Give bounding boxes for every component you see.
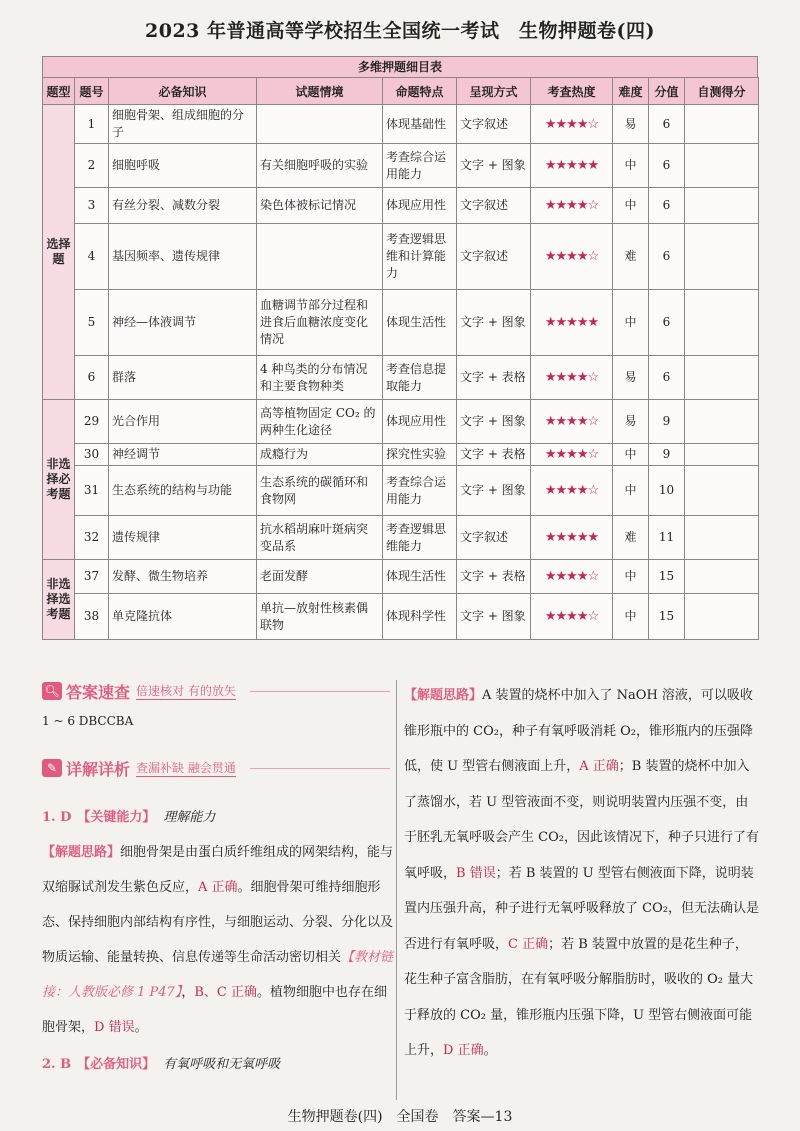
cell-context bbox=[257, 105, 383, 144]
cell-knowledge: 神经调节 bbox=[109, 444, 257, 466]
q1-head bbox=[42, 800, 394, 835]
quick-answers-subtitle: 倍速核对 有的放矢 bbox=[136, 684, 236, 698]
q1-text: 。细胞骨架可维持细胞形态、保持细胞内部结构有序性，与细胞运动、分裂、分化以及物质运输、能量转换、信息传递等生命活动密切相关 bbox=[42, 880, 394, 965]
table-header-row bbox=[43, 78, 759, 105]
cell-knowledge: 细胞骨架、组成细胞的分子 bbox=[109, 105, 257, 144]
q2-text: ；若 B 装置中放置的是花生种子，花生种子富含脂肪，在有氧呼吸分解脂肪时，吸收的 O₂ 量大于释放的 CO₂ 量，锥形瓶内压强下降，U 型管右侧液面可能上升， bbox=[404, 936, 754, 1058]
q2-text: ；若 B 装置的 U 型管右侧液面下降，说明装置内压强升高，种子进行无氧呼吸释放了 CO₂，但无法确认是否进行有氧呼吸， bbox=[404, 865, 759, 952]
q2-a-verdict: A 正确 bbox=[579, 759, 619, 774]
cell-heat: ★★★★☆ bbox=[531, 224, 613, 290]
answer-list: 1 ~ 6 DBCCBA bbox=[42, 714, 134, 728]
cell-self[interactable] bbox=[685, 516, 759, 560]
cell-heat: ★★★★☆ bbox=[531, 356, 613, 400]
divider bbox=[250, 691, 390, 692]
q1-tag-text: 理解能力 bbox=[163, 810, 216, 825]
cell-score: 9 bbox=[649, 400, 685, 444]
cell-heat: ★★★★☆ bbox=[531, 105, 613, 144]
pencil-note-icon: ✎ bbox=[42, 759, 62, 777]
cell-no: 2 bbox=[75, 144, 109, 188]
q2-text: A 装置的烧杯中加入了 NaOH 溶液，可以吸收锥形瓶中的 CO₂，种子有氧呼吸消耗 O₂，锥形瓶内的压强降低，使 U 型管右侧液面上升， bbox=[404, 688, 753, 774]
cell-difficulty: 中 bbox=[613, 188, 649, 224]
cell-context: 有关细胞呼吸的实验 bbox=[257, 144, 383, 188]
cell-form: 文字 + 图象 bbox=[457, 400, 531, 444]
cell-form: 文字叙述 bbox=[457, 105, 531, 144]
cell-difficulty: 中 bbox=[613, 444, 649, 466]
cell-no: 37 bbox=[75, 560, 109, 594]
cell-self[interactable] bbox=[685, 466, 759, 516]
cell-score: 10 bbox=[649, 466, 685, 516]
cell-feature: 考查信息提取能力 bbox=[383, 356, 457, 400]
cell-feature: 体现基础性 bbox=[383, 105, 457, 144]
cell-form: 文字 + 图象 bbox=[457, 466, 531, 516]
table-row bbox=[43, 188, 759, 224]
cell-heat: ★★★★☆ bbox=[531, 560, 613, 594]
magnifier-icon: 🔍︎ bbox=[42, 682, 62, 700]
question-type-cell: 选择题 bbox=[43, 105, 75, 400]
q2-tag-text: 有氧呼吸和无氧呼吸 bbox=[163, 1057, 281, 1072]
quick-answers-title: 答案速查 bbox=[66, 682, 131, 702]
cell-score: 6 bbox=[649, 188, 685, 224]
cell-heat: ★★★★☆ bbox=[531, 466, 613, 516]
detail-table bbox=[42, 56, 758, 640]
cell-form: 文字 + 图象 bbox=[457, 290, 531, 356]
question-type-cell: 非选择必考题 bbox=[43, 400, 75, 560]
q2-head bbox=[42, 1047, 394, 1082]
q1-tag: 【关键能力】 bbox=[77, 810, 156, 825]
cell-form: 文字 + 表格 bbox=[457, 444, 531, 466]
cell-no: 38 bbox=[75, 594, 109, 640]
cell-self[interactable] bbox=[685, 105, 759, 144]
explain-title: 详解详析 bbox=[66, 759, 131, 779]
cell-knowledge: 单克隆抗体 bbox=[109, 594, 257, 640]
cell-context: 单抗—放射性核素偶联物 bbox=[257, 594, 383, 640]
cell-score: 15 bbox=[649, 560, 685, 594]
cell-context: 4 种鸟类的分布情况和主要食物种类 bbox=[257, 356, 383, 400]
q1-a-verdict: A 正确 bbox=[198, 880, 238, 895]
cell-knowledge: 基因频率、遗传规律 bbox=[109, 224, 257, 290]
cell-no: 31 bbox=[75, 466, 109, 516]
column-header: 自测得分 bbox=[685, 78, 759, 105]
cell-context: 抗水稻胡麻叶斑病突变品系 bbox=[257, 516, 383, 560]
q1-d-verdict: D 错误 bbox=[94, 1020, 135, 1035]
q2-b-verdict: B 错误 bbox=[456, 865, 496, 881]
cell-difficulty: 中 bbox=[613, 466, 649, 516]
table-row bbox=[43, 400, 759, 444]
cell-feature: 考查逻辑思维和计算能力 bbox=[383, 224, 457, 290]
cell-no: 4 bbox=[75, 224, 109, 290]
cell-form: 文字 + 图象 bbox=[457, 594, 531, 640]
cell-feature: 体现生活性 bbox=[383, 560, 457, 594]
column-header: 命题特点 bbox=[383, 78, 457, 105]
column-header: 必备知识 bbox=[109, 78, 257, 105]
cell-no: 32 bbox=[75, 516, 109, 560]
cell-score: 6 bbox=[649, 356, 685, 400]
cell-difficulty: 中 bbox=[613, 594, 649, 640]
table-row bbox=[43, 105, 759, 144]
explain-subtitle: 查漏补缺 融会贯通 bbox=[136, 761, 236, 775]
table-caption: 多维押题细目表 bbox=[42, 56, 758, 77]
table-row bbox=[43, 444, 759, 466]
q2-c-verdict: C 正确 bbox=[508, 936, 549, 952]
cell-knowledge: 神经—体液调节 bbox=[109, 290, 257, 356]
q2-idea-tag: 【解题思路】 bbox=[404, 688, 483, 703]
quick-answers-header bbox=[42, 680, 236, 702]
cell-self[interactable] bbox=[685, 188, 759, 224]
q2-number: 2. B bbox=[42, 1057, 72, 1072]
table-row bbox=[43, 290, 759, 356]
table-row bbox=[43, 144, 759, 188]
cell-heat: ★★★★☆ bbox=[531, 594, 613, 640]
cell-context bbox=[257, 224, 383, 290]
q1-text: 。 bbox=[134, 1020, 148, 1035]
cell-score: 6 bbox=[649, 105, 685, 144]
cell-form: 文字叙述 bbox=[457, 188, 531, 224]
cell-heat: ★★★★★ bbox=[531, 290, 613, 356]
q2-text: ；B 装置的烧杯中加入了蒸馏水，若 U 型管液面不变，则说明装置内压强不变，由于胚乳无氧呼吸会产生 CO₂，因此该情况下，种子只进行了有氧呼吸， bbox=[404, 759, 759, 881]
table-row bbox=[43, 356, 759, 400]
cell-self[interactable] bbox=[685, 400, 759, 444]
cell-heat: ★★★★★ bbox=[531, 516, 613, 560]
cell-feature: 体现应用性 bbox=[383, 400, 457, 444]
cell-knowledge: 细胞呼吸 bbox=[109, 144, 257, 188]
cell-heat: ★★★★☆ bbox=[531, 444, 613, 466]
q1-explanation bbox=[42, 800, 394, 1082]
cell-context: 生态系统的碳循环和食物网 bbox=[257, 466, 383, 516]
cell-score: 6 bbox=[649, 224, 685, 290]
column-header: 题型 bbox=[43, 78, 75, 105]
q1-text: 。植物细胞中也存在细胞骨架， bbox=[42, 985, 387, 1035]
cell-knowledge: 群落 bbox=[109, 356, 257, 400]
cell-self[interactable] bbox=[685, 594, 759, 640]
question-type-cell: 非选择选考题 bbox=[43, 560, 75, 640]
cell-score: 6 bbox=[649, 290, 685, 356]
page-footer: 生物押题卷(四) 全国卷 答案—13 bbox=[287, 1109, 513, 1125]
q2-explanation bbox=[404, 678, 760, 1069]
cell-no: 1 bbox=[75, 105, 109, 144]
q1-number: 1. D bbox=[42, 810, 72, 825]
cell-difficulty: 易 bbox=[613, 105, 649, 144]
cell-form: 文字 + 表格 bbox=[457, 356, 531, 400]
table bbox=[42, 77, 759, 640]
q2-d-verdict: D 正确 bbox=[443, 1043, 484, 1058]
column-header: 题号 bbox=[75, 78, 109, 105]
cell-score: 9 bbox=[649, 444, 685, 466]
q2-text: 。 bbox=[483, 1043, 497, 1058]
cell-no: 3 bbox=[75, 188, 109, 224]
cell-difficulty: 中 bbox=[613, 560, 649, 594]
cell-context: 高等植物固定 CO₂ 的两种生化途径 bbox=[257, 400, 383, 444]
q1-body bbox=[42, 835, 394, 1045]
column-header: 分值 bbox=[649, 78, 685, 105]
cell-knowledge: 发酵、微生物培养 bbox=[109, 560, 257, 594]
table-row bbox=[43, 224, 759, 290]
cell-knowledge: 光合作用 bbox=[109, 400, 257, 444]
table-row bbox=[43, 466, 759, 516]
cell-context: 血糖调节部分过程和进食后血糖浓度变化情况 bbox=[257, 290, 383, 356]
cell-no: 6 bbox=[75, 356, 109, 400]
explain-header bbox=[42, 757, 236, 779]
cell-self[interactable] bbox=[685, 444, 759, 466]
cell-difficulty: 易 bbox=[613, 356, 649, 400]
cell-heat: ★★★★☆ bbox=[531, 188, 613, 224]
cell-knowledge: 遗传规律 bbox=[109, 516, 257, 560]
cell-self[interactable] bbox=[685, 356, 759, 400]
q1-bc-verdict: B、C 正确 bbox=[194, 985, 257, 1000]
cell-context: 染色体被标记情况 bbox=[257, 188, 383, 224]
cell-heat: ★★★★★ bbox=[531, 144, 613, 188]
table-row bbox=[43, 516, 759, 560]
cell-feature: 体现应用性 bbox=[383, 188, 457, 224]
cell-no: 29 bbox=[75, 400, 109, 444]
cell-context: 成瘾行为 bbox=[257, 444, 383, 466]
page-title: 2023 年普通高等学校招生全国统一考试 生物押题卷(四) bbox=[145, 20, 655, 42]
q1-text: ， bbox=[181, 985, 195, 1000]
cell-score: 6 bbox=[649, 144, 685, 188]
column-header: 呈现方式 bbox=[457, 78, 531, 105]
column-header: 难度 bbox=[613, 78, 649, 105]
cell-feature: 考查综合运用能力 bbox=[383, 466, 457, 516]
cell-feature: 体现科学性 bbox=[383, 594, 457, 640]
cell-self[interactable] bbox=[685, 290, 759, 356]
cell-difficulty: 难 bbox=[613, 224, 649, 290]
cell-form: 文字叙述 bbox=[457, 516, 531, 560]
divider bbox=[250, 768, 390, 769]
q1-idea-tag: 【解题思路】 bbox=[42, 845, 121, 860]
cell-feature: 考查综合运用能力 bbox=[383, 144, 457, 188]
cell-score: 15 bbox=[649, 594, 685, 640]
cell-difficulty: 易 bbox=[613, 400, 649, 444]
table-row bbox=[43, 560, 759, 594]
cell-feature: 考查逻辑思维能力 bbox=[383, 516, 457, 560]
cell-knowledge: 有丝分裂、减数分裂 bbox=[109, 188, 257, 224]
cell-form: 文字 + 图象 bbox=[457, 144, 531, 188]
column-divider bbox=[396, 680, 397, 1100]
cell-context: 老面发酵 bbox=[257, 560, 383, 594]
cell-self[interactable] bbox=[685, 224, 759, 290]
q2-tag: 【必备知识】 bbox=[77, 1057, 156, 1072]
cell-form: 文字 + 表格 bbox=[457, 560, 531, 594]
cell-difficulty: 中 bbox=[613, 144, 649, 188]
cell-self[interactable] bbox=[685, 144, 759, 188]
cell-no: 30 bbox=[75, 444, 109, 466]
cell-difficulty: 难 bbox=[613, 516, 649, 560]
cell-feature: 探究性实验 bbox=[383, 444, 457, 466]
cell-score: 11 bbox=[649, 516, 685, 560]
q1-textbook-link: 【教材链接：人教版必修 1 P47】 bbox=[42, 950, 394, 1000]
table-row bbox=[43, 594, 759, 640]
cell-form: 文字叙述 bbox=[457, 224, 531, 290]
q1-text: 细胞骨架是由蛋白质纤维组成的网架结构，能与双缩脲试剂发生紫色反应， bbox=[42, 845, 394, 895]
cell-no: 5 bbox=[75, 290, 109, 356]
cell-difficulty: 中 bbox=[613, 290, 649, 356]
cell-self[interactable] bbox=[685, 560, 759, 594]
column-header: 考查热度 bbox=[531, 78, 613, 105]
cell-feature: 体现生活性 bbox=[383, 290, 457, 356]
cell-knowledge: 生态系统的结构与功能 bbox=[109, 466, 257, 516]
cell-heat: ★★★★☆ bbox=[531, 400, 613, 444]
column-header: 试题情境 bbox=[257, 78, 383, 105]
